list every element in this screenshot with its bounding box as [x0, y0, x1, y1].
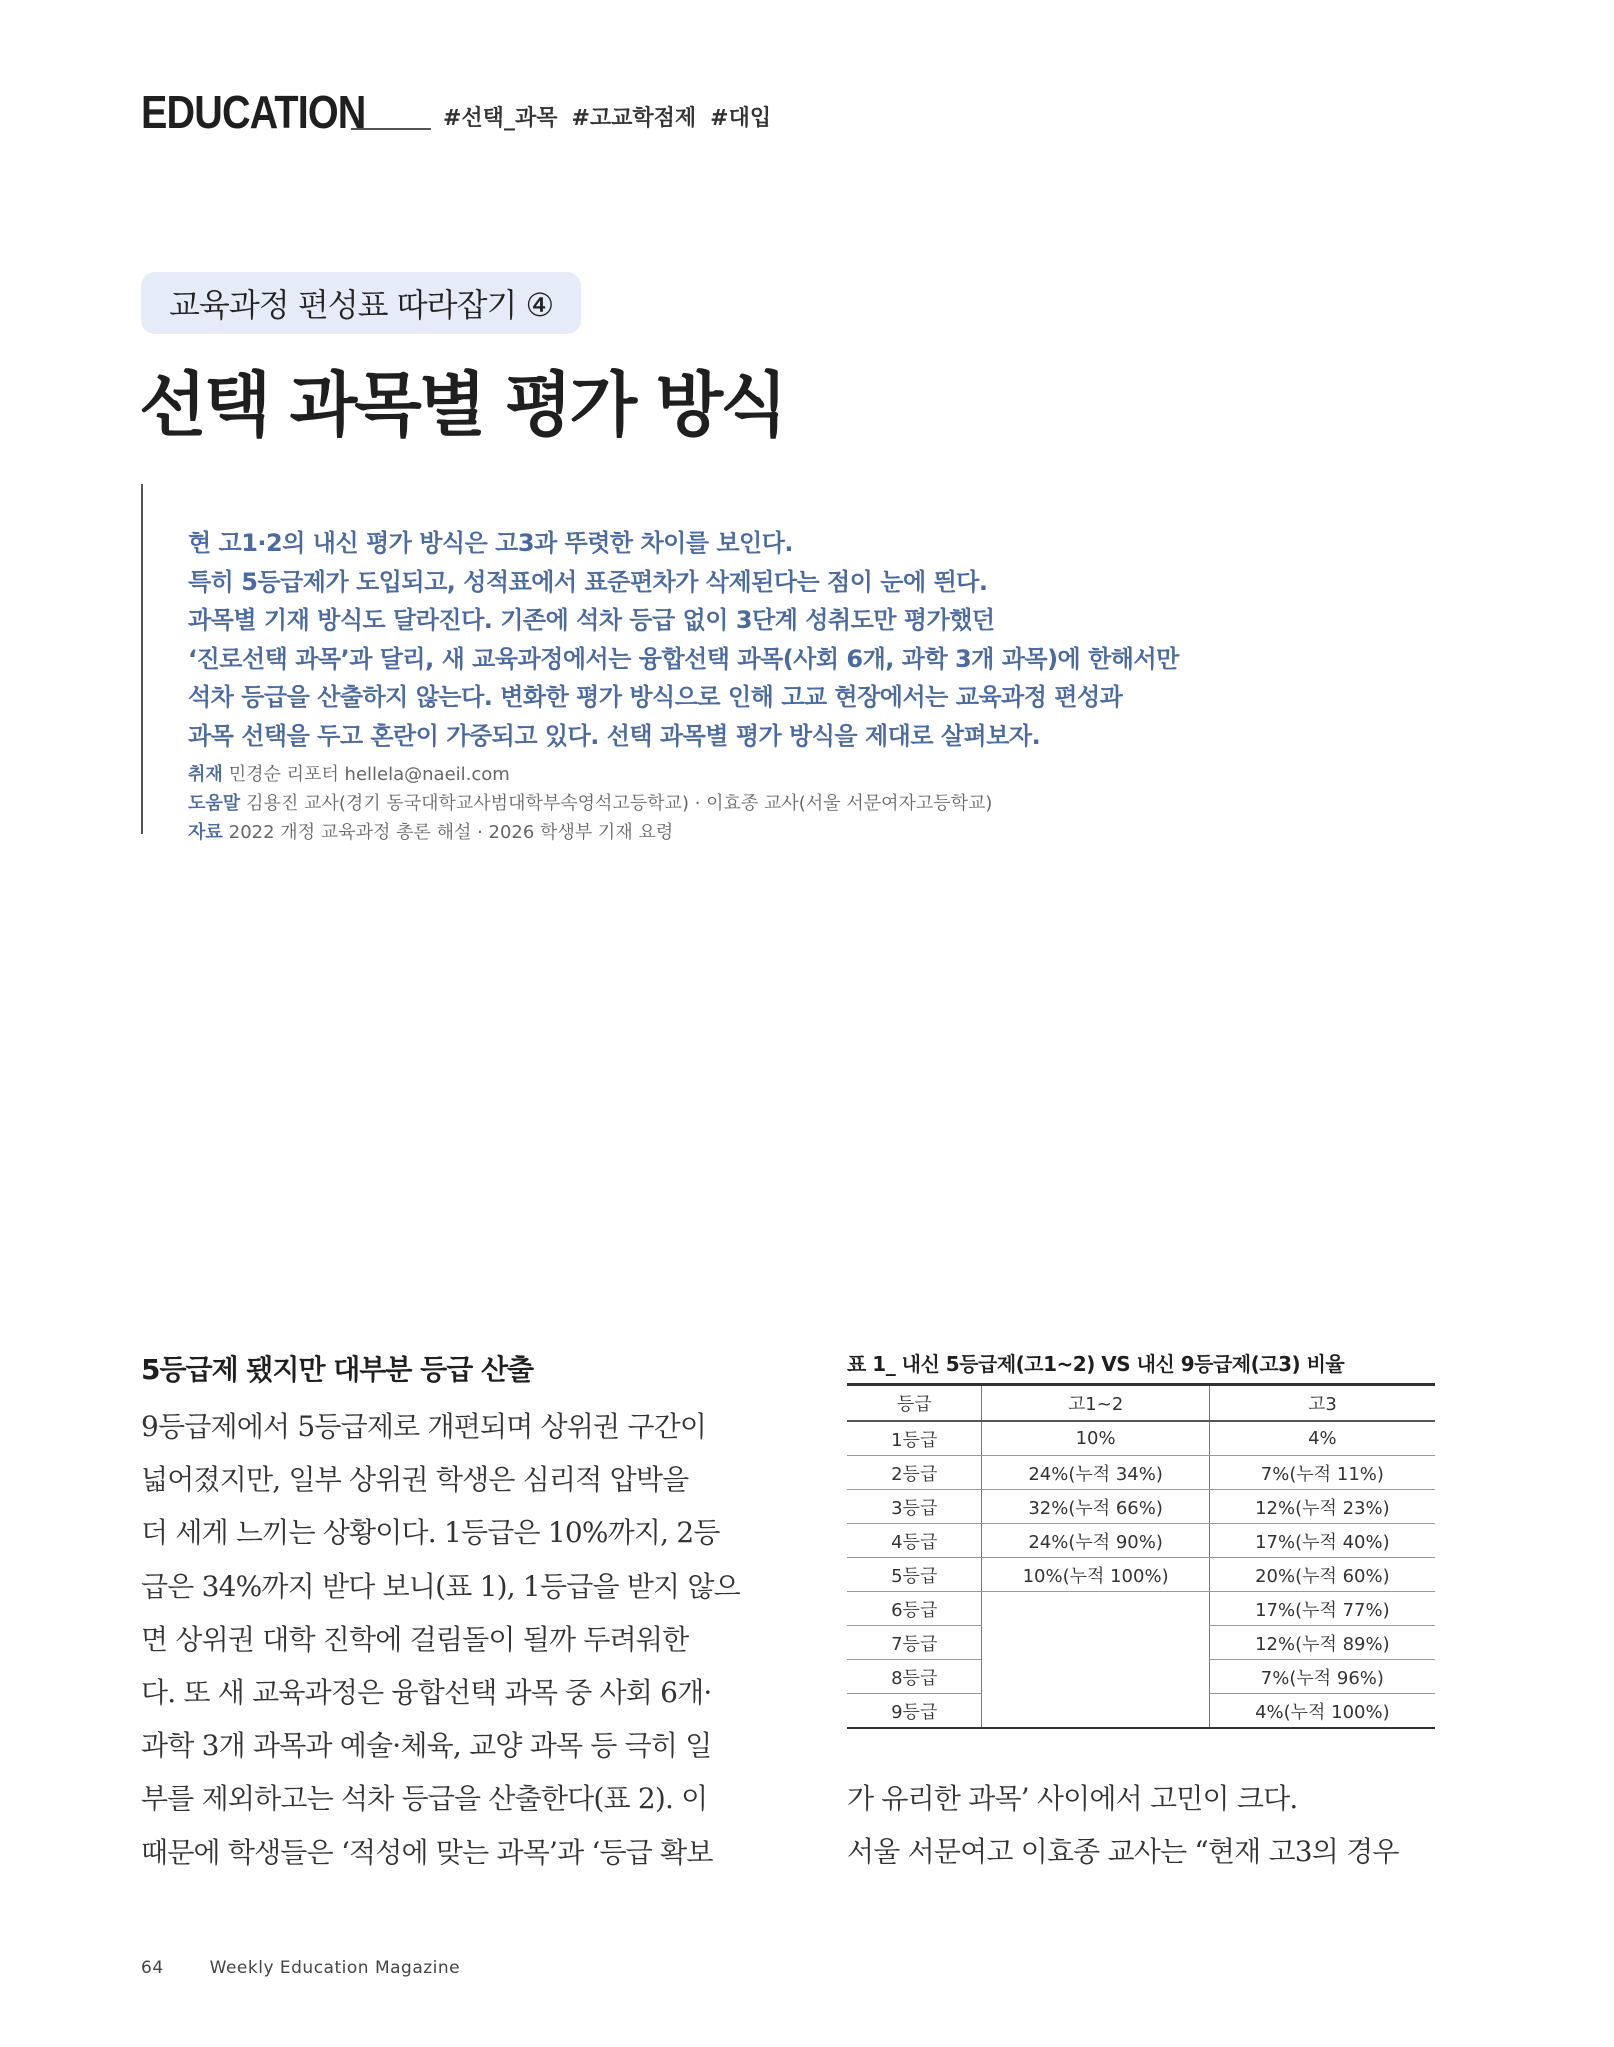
- table-cell: 5등급: [847, 1558, 982, 1592]
- table-title: 표 1_ 내신 5등급제(고1~2) VS 내신 9등급제(고3) 비율: [847, 1352, 1345, 1376]
- table-cell: 7%(누적 96%): [1209, 1660, 1435, 1694]
- lead-line: 과목별 기재 방식도 달라진다. 기존에 석차 등급 없이 3단계 성취도만 평가했던: [188, 606, 995, 635]
- hashtag[interactable]: #고교학점제: [571, 106, 697, 131]
- table-cell: 32%(누적 66%): [982, 1490, 1209, 1524]
- table-row: [847, 1524, 1435, 1558]
- page-header: [141, 76, 771, 136]
- table-row: [847, 1490, 1435, 1524]
- body-line: 급은 34%까지 받다 보니(표 1), 1등급을 받지 않으: [141, 1569, 740, 1603]
- table-header-row: [847, 1385, 1435, 1422]
- table-cell-empty: [982, 1592, 1209, 1729]
- series-badge: 교육과정 편성표 따라잡기 ④: [141, 272, 581, 334]
- body-line: 서울 서문여고 이효종 교사는 “현재 고3의 경우: [847, 1835, 1399, 1869]
- page-footer: [141, 1958, 460, 1978]
- table-cell: 10%(누적 100%): [982, 1558, 1209, 1592]
- lead-line: 과목 선택을 두고 혼란이 가중되고 있다. 선택 과목별 평가 방식을 제대로 살펴보자.: [188, 721, 1041, 750]
- body-line: 넓어졌지만, 일부 상위권 학생은 심리적 압박을: [141, 1463, 689, 1497]
- table-cell: 1등급: [847, 1421, 982, 1456]
- table-header-cell: 고3: [1209, 1385, 1435, 1422]
- table-row: [847, 1421, 1435, 1456]
- hashtag[interactable]: #대입: [710, 106, 772, 131]
- table-cell: 3등급: [847, 1490, 982, 1524]
- table-cell: 24%(누적 90%): [982, 1524, 1209, 1558]
- credits: [188, 760, 1438, 847]
- table-cell: 17%(누적 77%): [1209, 1592, 1435, 1626]
- body-column-left: [141, 1400, 741, 1879]
- section-label: EDUCATION: [141, 86, 366, 138]
- lead-line: 현 고1·2의 내신 평가 방식은 고3과 뚜렷한 차이를 보인다.: [188, 529, 794, 557]
- table-cell: 7등급: [847, 1626, 982, 1660]
- table-cell: 4등급: [847, 1524, 982, 1558]
- credit-text: 김용진 교사(경기 동국대학교사범대학부속영석고등학교) · 이효종 교사(서울 서문여자고등학교): [246, 792, 993, 814]
- body-line: 가 유리한 과목’ 사이에서 고민이 크다.: [847, 1782, 1298, 1815]
- section-heading: 5등급제 됐지만 대부분 등급 산출: [141, 1353, 534, 1386]
- article-title: 선택 과목별 평가 방식: [139, 364, 785, 446]
- table-cell: 10%: [982, 1421, 1209, 1456]
- credit-advisors: [188, 789, 1438, 818]
- grade-ratio-table: [847, 1383, 1435, 1729]
- body-column-right: [847, 1772, 1447, 1878]
- hashtag[interactable]: #선택_과목: [443, 106, 558, 131]
- lead-divider: [141, 484, 143, 834]
- table-cell: 4%(누적 100%): [1209, 1694, 1435, 1729]
- lead-line: 석차 등급을 산출하지 않는다. 변화한 평가 방식으로 인해 고교 현장에서는 교육과정 편성과: [188, 683, 1123, 712]
- credit-text: 민경순 리포터 hellela@naeil.com: [228, 763, 510, 785]
- table-cell: 2등급: [847, 1456, 982, 1490]
- page-number: 64: [141, 1958, 164, 1978]
- table-cell: 12%(누적 89%): [1209, 1626, 1435, 1660]
- credit-label: 도움말: [188, 792, 241, 814]
- body-line: 때문에 학생들은 ‘적성에 맞는 과목’과 ‘등급 확보: [141, 1835, 713, 1869]
- body-line: 더 세게 느끼는 상황이다. 1등급은 10%까지, 2등: [141, 1516, 720, 1550]
- lead-line: 특히 5등급제가 도입되고, 성적표에서 표준편차가 삭제된다는 점이 눈에 띈다.: [188, 567, 988, 596]
- body-line: 과학 3개 과목과 예술·체육, 교양 과목 등 극히 일: [141, 1729, 712, 1763]
- table-row: [847, 1456, 1435, 1490]
- credit-source: [188, 818, 1438, 847]
- table-cell: 17%(누적 40%): [1209, 1524, 1435, 1558]
- table-cell: 6등급: [847, 1592, 982, 1626]
- body-line: 면 상위권 대학 진학에 걸림돌이 될까 두려워한: [141, 1622, 689, 1656]
- magazine-name: Weekly Education Magazine: [209, 1958, 461, 1978]
- body-line: 다. 또 새 교육과정은 융합선택 과목 중 사회 6개·: [141, 1676, 712, 1710]
- body-line: 부를 제외하고는 석차 등급을 산출한다(표 2). 이: [141, 1782, 708, 1816]
- table-header-cell: 등급: [847, 1385, 982, 1422]
- body-line: 9등급제에서 5등급제로 개편되며 상위권 구간이: [141, 1410, 707, 1443]
- credit-reporter: [188, 760, 1438, 789]
- table-cell: 7%(누적 11%): [1209, 1456, 1435, 1490]
- credit-label: 자료: [188, 821, 223, 843]
- lead-line: ‘진로선택 과목’과 달리, 새 교육과정에서는 융합선택 과목(사회 6개, 과학 3개 과목)에 한해서만: [188, 644, 1179, 673]
- table-cell: 8등급: [847, 1660, 982, 1694]
- table-row: [847, 1592, 1435, 1626]
- credit-label: 취재: [188, 763, 223, 785]
- table-cell: 20%(누적 60%): [1209, 1558, 1435, 1592]
- table-row: [847, 1558, 1435, 1592]
- credit-text: 2022 개정 교육과정 총론 해설 · 2026 학생부 기재 요령: [228, 821, 674, 843]
- table-header-cell: 고1~2: [982, 1385, 1209, 1422]
- table-cell: 12%(누적 23%): [1209, 1490, 1435, 1524]
- table-cell: 9등급: [847, 1694, 982, 1729]
- hashtag-list: [443, 101, 771, 132]
- table-cell: 4%: [1209, 1421, 1435, 1456]
- table-cell: 24%(누적 34%): [982, 1456, 1209, 1490]
- lead-paragraph: [188, 524, 1438, 847]
